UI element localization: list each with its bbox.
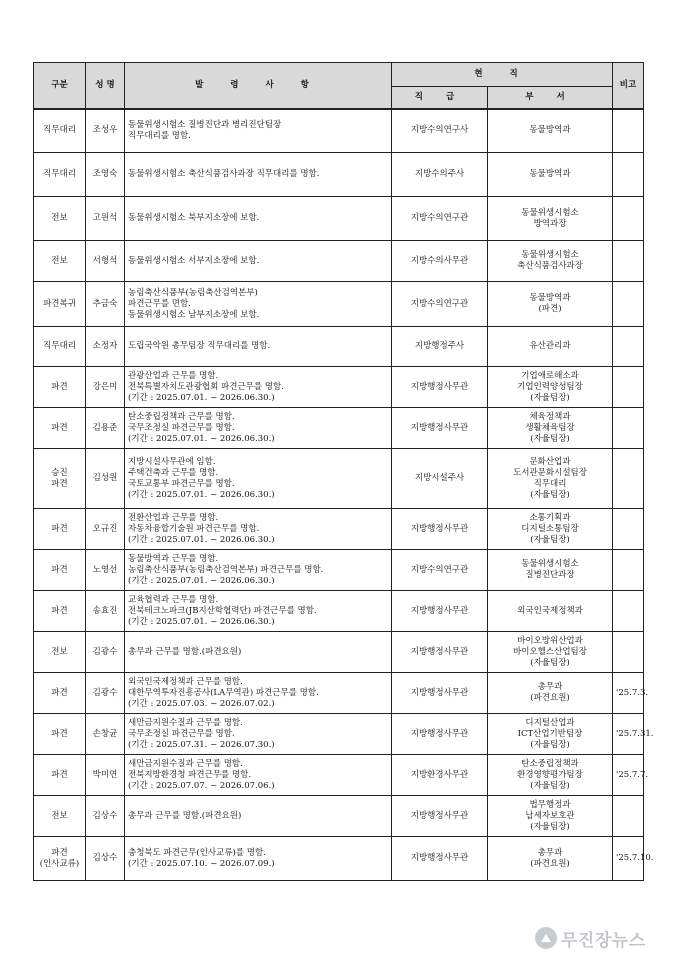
row-name: 손창균 — [86, 714, 125, 755]
row-order: 새만금지원수질과 근무를 명함. 전북지방환경청 파견근무를 명함. (기간 : 2025.07.07. ~ 2026.07.06.) — [125, 755, 392, 796]
triangle-logo-icon — [535, 927, 557, 949]
row-order: 전환산업과 근무를 명함. 자동차융합기술원 파견근무를 명함. (기간 : 2025.07.01. ~ 2026.06.30.) — [125, 509, 392, 550]
row-remark — [613, 408, 644, 449]
row-dept: 동물위생시험소 축산식품검사과장 — [488, 241, 613, 282]
row-category: 파견 — [34, 550, 86, 591]
table-row — [34, 755, 644, 796]
row-remark — [613, 241, 644, 282]
row-order: 총무과 근무를 명함.(파견요원) — [125, 632, 392, 673]
row-dept: 동물위생시험소 방역과장 — [488, 197, 613, 241]
row-category: 승진 파견 — [34, 449, 86, 509]
row-remark — [613, 327, 644, 367]
row-order: 동물위생시험소 축산식품검사과장 직무대리를 명함. — [125, 153, 392, 197]
row-category: 파견 — [34, 367, 86, 408]
row-category: 전보 — [34, 197, 86, 241]
table-row — [34, 109, 644, 153]
row-name: 김성원 — [86, 449, 125, 509]
row-category: 직무대리 — [34, 153, 86, 197]
row-dept: 동물위생시험소 질병진단과장 — [488, 550, 613, 591]
row-remark — [613, 796, 644, 837]
row-name: 조성우 — [86, 109, 125, 153]
row-dept: 바이오방위산업과 바이오헬스산업팀장 (자율팀장) — [488, 632, 613, 673]
header-current: 현 직 — [392, 63, 613, 87]
header-remark: 비고 — [613, 63, 644, 109]
row-name: 추금숙 — [86, 282, 125, 327]
row-grade: 지방수의연구사 — [392, 109, 488, 153]
table-row — [34, 408, 644, 449]
row-remark: '25.7.7. — [613, 755, 644, 796]
row-name: 오규진 — [86, 509, 125, 550]
table-row — [34, 241, 644, 282]
table-row — [34, 837, 644, 881]
row-category: 파견복귀 — [34, 282, 86, 327]
row-remark — [613, 197, 644, 241]
row-grade: 지방행정주사 — [392, 327, 488, 367]
personnel-order-table — [33, 62, 654, 881]
row-remark — [613, 550, 644, 591]
row-order: 동물위생시험소 서부지소장에 보함. — [125, 241, 392, 282]
row-name: 노영선 — [86, 550, 125, 591]
row-grade: 지방행정사무관 — [392, 673, 488, 714]
table-row — [34, 632, 644, 673]
row-category: 파견 — [34, 755, 86, 796]
header-category: 구분 — [34, 63, 86, 109]
row-grade: 지방행정사무관 — [392, 591, 488, 632]
header-grade: 직 급 — [392, 87, 488, 109]
row-dept: 탄소중립정책과 환경영향평가팀장 (자율팀장) — [488, 755, 613, 796]
row-name: 박미연 — [86, 755, 125, 796]
row-grade: 지방수의주사 — [392, 153, 488, 197]
row-category: 파견 — [34, 714, 86, 755]
table-row — [34, 591, 644, 632]
row-category: 파견 — [34, 673, 86, 714]
table-row — [34, 550, 644, 591]
row-order: 동물방역과 근무를 명함. 농림축산식품부(농림축산검역본부) 파견근무를 명함. (기간 : 2025.07.01. ~ 2026.06.30.) — [125, 550, 392, 591]
row-category: 전보 — [34, 632, 86, 673]
row-grade: 지방행정사무관 — [392, 632, 488, 673]
row-category: 파견 — [34, 408, 86, 449]
row-remark — [613, 282, 644, 327]
row-remark — [613, 632, 644, 673]
row-grade: 지방수의사무관 — [392, 241, 488, 282]
row-grade: 지방환경사무관 — [392, 755, 488, 796]
row-remark: '25.7.3. — [613, 673, 644, 714]
row-order: 도립국악원 총무팀장 직무대리를 명함. — [125, 327, 392, 367]
row-category: 파견 — [34, 509, 86, 550]
row-order: 관광산업과 근무를 명함. 전북특별자치도관광협회 파견근무를 명함. (기간 : 2025.07.01. ~ 2026.06.30.) — [125, 367, 392, 408]
row-remark — [613, 153, 644, 197]
row-dept: 법무행정과 납세자보호관 (자율팀장) — [488, 796, 613, 837]
table-row — [34, 796, 644, 837]
header-dept: 부 서 — [488, 87, 613, 109]
header-order: 발 령 사 항 — [125, 63, 392, 109]
table-row — [34, 153, 644, 197]
row-dept: 소통기획과 디지털소통팀장 (자율팀장) — [488, 509, 613, 550]
row-dept: 동물방역과 (파견) — [488, 282, 613, 327]
row-remark — [613, 367, 644, 408]
row-grade: 지방행정사무관 — [392, 714, 488, 755]
row-grade: 지방수의연구관 — [392, 550, 488, 591]
table-row — [34, 367, 644, 408]
row-name: 강은미 — [86, 367, 125, 408]
table-row — [34, 714, 644, 755]
row-grade: 지방행정사무관 — [392, 509, 488, 550]
row-remark — [613, 449, 644, 509]
row-name: 김상수 — [86, 796, 125, 837]
table-row — [34, 673, 644, 714]
table-row — [34, 197, 644, 241]
table-row — [34, 449, 644, 509]
row-name: 소정자 — [86, 327, 125, 367]
row-category: 직무대리 — [34, 109, 86, 153]
table-body — [34, 109, 654, 881]
row-grade: 지방행정사무관 — [392, 837, 488, 881]
row-remark: '25.7.10. — [613, 837, 644, 881]
row-grade: 지방시설주사 — [392, 449, 488, 509]
watermark — [535, 922, 675, 954]
row-order: 총무과 근무를 명함.(파견요원) — [125, 796, 392, 837]
table-row — [34, 509, 644, 550]
row-order: 농림축산식품부(농림축산검역본부) 파견근무를 면함. 동물위생시험소 남부지소장에 보함. — [125, 282, 392, 327]
row-order: 교육협력과 근무를 명함. 전북테크노파크(JB지산학협력단) 파견근무를 명함. (기간 : 2025.07.01. ~ 2026.06.30.) — [125, 591, 392, 632]
row-name: 서형석 — [86, 241, 125, 282]
row-dept: 문화산업과 도서관문화시설팀장 직무대리 (자율팀장) — [488, 449, 613, 509]
row-category: 전보 — [34, 796, 86, 837]
row-category: 직무대리 — [34, 327, 86, 367]
row-order: 새만금지원수질과 근무를 명함. 국무조정실 파견근무를 명함. (기간 : 2025.07.31. ~ 2026.07.30.) — [125, 714, 392, 755]
watermark-text: 무진장뉴스 — [561, 930, 646, 951]
row-name: 조영숙 — [86, 153, 125, 197]
row-category: 파견 — [34, 591, 86, 632]
row-dept: 유산관리과 — [488, 327, 613, 367]
table-row — [34, 327, 644, 367]
row-grade: 지방행정사무관 — [392, 367, 488, 408]
row-dept: 외국인국제정책과 — [488, 591, 613, 632]
row-name: 송효진 — [86, 591, 125, 632]
table-row — [34, 282, 644, 327]
row-category: 전보 — [34, 241, 86, 282]
row-order: 지방시설사무관에 임함. 주택건축과 근무를 명함. 국토교통부 파견근무를 명함. (기간 : 2025.07.01. ~ 2026.06.30.) — [125, 449, 392, 509]
row-grade: 지방행정사무관 — [392, 796, 488, 837]
row-order: 동물위생시험소 질병진단과 병리진단팀장 직무대리를 명함. — [125, 109, 392, 153]
row-order: 탄소중립정책과 근무를 명함. 국무조정실 파견근무를 명함. (기간 : 2025.07.01. ~ 2026.06.30.) — [125, 408, 392, 449]
row-grade: 지방수의연구관 — [392, 197, 488, 241]
row-dept: 체육정책과 생활체육팀장 (자율팀장) — [488, 408, 613, 449]
row-dept: 동물방역과 — [488, 109, 613, 153]
row-dept: 총무과 (파견요원) — [488, 673, 613, 714]
row-remark — [613, 109, 644, 153]
row-order: 충청북도 파견근무(인사교류)를 명함. (기간 : 2025.07.10. ~ 2026.07.09.) — [125, 837, 392, 881]
row-dept: 총무과 (파견요원) — [488, 837, 613, 881]
row-dept: 기업애로해소과 기업인력양성팀장 (자율팀장) — [488, 367, 613, 408]
row-remark — [613, 509, 644, 550]
row-order: 외국인국제정책과 근무를 명함. 대한무역투자진흥공사(LA무역관) 파견근무를 명함. (기간 : 2025.07.03. ~ 2026.07.02.) — [125, 673, 392, 714]
row-name: 김광수 — [86, 673, 125, 714]
row-dept: 디지털산업과 ICT산업기반팀장 (자율팀장) — [488, 714, 613, 755]
row-name: 김상수 — [86, 837, 125, 881]
header-name: 성 명 — [86, 63, 125, 109]
row-order: 동물위생시험소 북부지소장에 보함. — [125, 197, 392, 241]
row-name: 고원석 — [86, 197, 125, 241]
table-header — [34, 63, 644, 109]
row-name: 김광수 — [86, 632, 125, 673]
row-name: 김용준 — [86, 408, 125, 449]
row-remark — [613, 591, 644, 632]
row-remark: '25.7.31. — [613, 714, 644, 755]
row-dept: 동물방역과 — [488, 153, 613, 197]
row-category: 파견 (인사교류) — [34, 837, 86, 881]
row-grade: 지방수의연구관 — [392, 282, 488, 327]
row-grade: 지방행정사무관 — [392, 408, 488, 449]
